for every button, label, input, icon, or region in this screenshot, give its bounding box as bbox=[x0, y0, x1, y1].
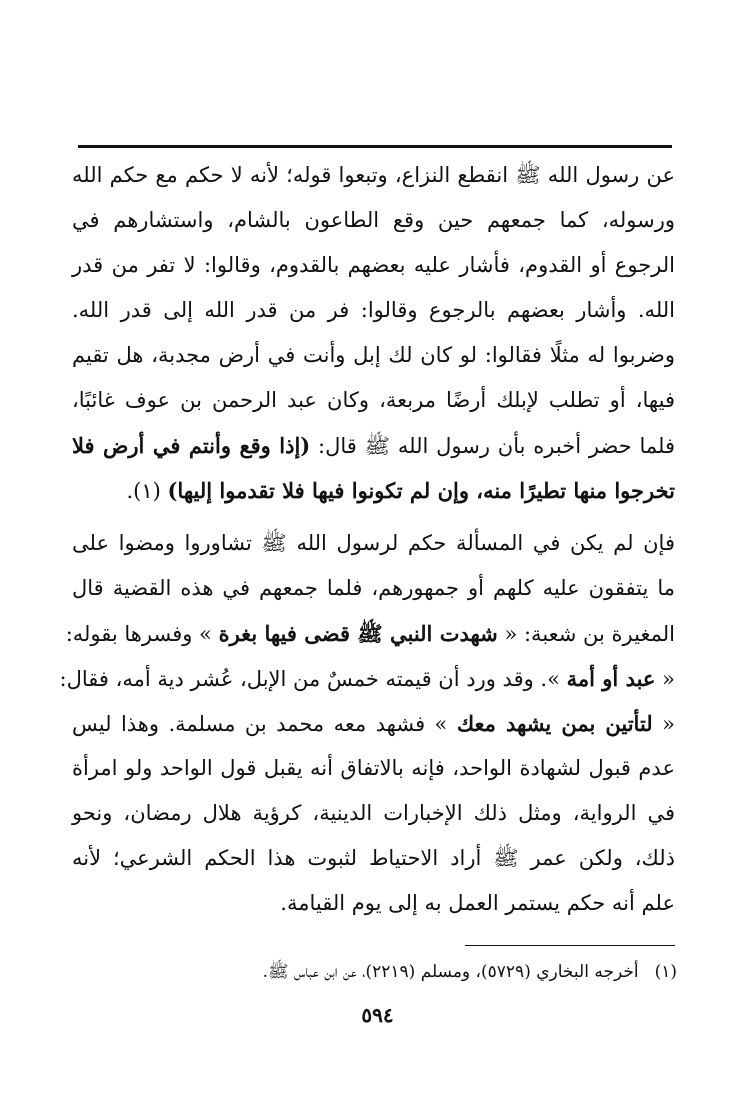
body-text: علم أنه حكم يستمر العمل به إلى يوم القيامة. bbox=[280, 891, 675, 915]
text-line bbox=[72, 881, 675, 926]
text-line bbox=[59, 656, 675, 701]
page-number: ٥٩٤ bbox=[361, 1003, 394, 1027]
footnote bbox=[77, 957, 677, 987]
body-text: ذلك، ولكن عمر ﷺ أراد الاحتياط لثبوت هذا الحكم الشرعي؛ لأنه bbox=[72, 846, 675, 870]
body-text: (١). bbox=[126, 479, 168, 503]
body-text: الرجوع أو القدوم، فأشار عليه بعضهم بالقدوم، وقالوا: لا تفر من قدر bbox=[72, 253, 675, 277]
body-text: فإن لم يكن في المسألة حكم لرسول الله ﷺ تشاوروا ومضوا على bbox=[72, 531, 675, 555]
body-text: وضربوا له مثلًا فقالوا: لو كان لك إبل وأنت في أرض مجدبة، هل تقيم bbox=[72, 343, 675, 367]
text-line bbox=[72, 288, 675, 333]
footnote-number: (١) bbox=[654, 962, 677, 982]
text-line bbox=[72, 566, 675, 611]
body-text: الله. وأشار بعضهم بالرجوع وقالوا: فر من قدر الله إلى قدر الله. bbox=[72, 298, 675, 322]
body-text: ». وقد ورد أن قيمته خمسٌ من الإبل، عُشر دية أمه، فقال: bbox=[59, 667, 567, 691]
body-text: » وفسرها بقوله: bbox=[65, 622, 219, 646]
main-text bbox=[59, 153, 675, 926]
body-text: فلما حضر أخبره بأن رسول الله ﷺ قال: bbox=[310, 434, 675, 458]
emphasis-text: شهدت النبي ﷺ قضى فيها بغرة bbox=[218, 621, 498, 646]
text-line bbox=[65, 611, 675, 656]
header-rule bbox=[78, 145, 672, 148]
paragraph bbox=[72, 153, 675, 513]
body-text: في الرواية، ومثل ذلك الإخبارات الدينية، كرؤية هلال رمضان، ونحو bbox=[72, 801, 675, 825]
emphasis-text: لتأتين بمن يشهد معك bbox=[456, 711, 653, 736]
text-line bbox=[72, 243, 675, 288]
emphasis-text: تخرجوا منها تطيرًا منه، وإن لم تكونوا فيها فلا تقدموا إليها) bbox=[167, 478, 675, 503]
emphasis-text: (إذا وقع وأنتم في أرض فلا bbox=[72, 433, 311, 458]
footnote-separator bbox=[465, 945, 675, 946]
text-line bbox=[72, 791, 675, 836]
text-line bbox=[72, 423, 675, 468]
text-line bbox=[72, 836, 675, 881]
body-text: عن رسول الله ﷺ انقطع النزاع، وتبعوا قوله؛ لأنه لا حكم مع حكم الله bbox=[72, 163, 675, 187]
text-line bbox=[72, 378, 675, 423]
body-text: « bbox=[652, 712, 675, 736]
text-line bbox=[72, 521, 675, 566]
body-text: المغيرة بن شعبة: « bbox=[497, 622, 675, 646]
paragraph-gap bbox=[72, 513, 675, 521]
text-line bbox=[72, 701, 675, 746]
footnote-text: أخرجه البخاري (٥٧٢٩)، ومسلم (٢٢١٩)، عن ابن عباس ﷺ. bbox=[262, 962, 639, 982]
body-text: ورسوله، كما جمعهم حين وقع الطاعون بالشام، واستشارهم في bbox=[72, 208, 675, 232]
body-text: » فشهد معه محمد بن مسلمة. وهذا ليس bbox=[72, 712, 457, 736]
text-line bbox=[72, 468, 675, 513]
paragraph bbox=[59, 521, 675, 926]
text-line bbox=[72, 153, 675, 198]
body-text: « bbox=[655, 667, 675, 691]
body-text: فيها، أو تطلب لإبلك أرضًا مربعة، وكان عبد الرحمن بن عوف غائبًا، bbox=[72, 388, 675, 412]
emphasis-text: عبد أو أمة bbox=[566, 666, 656, 691]
text-line bbox=[72, 333, 675, 378]
body-text: ما يتفقون عليه كلهم أو جمهورهم، فلما جمعهم في هذه القضية قال bbox=[72, 576, 675, 600]
text-line bbox=[72, 198, 675, 243]
text-line bbox=[72, 746, 675, 791]
body-text: عدم قبول لشهادة الواحد، فإنه بالاتفاق أنه يقبل قول الواحد ولو امرأة bbox=[72, 756, 675, 780]
